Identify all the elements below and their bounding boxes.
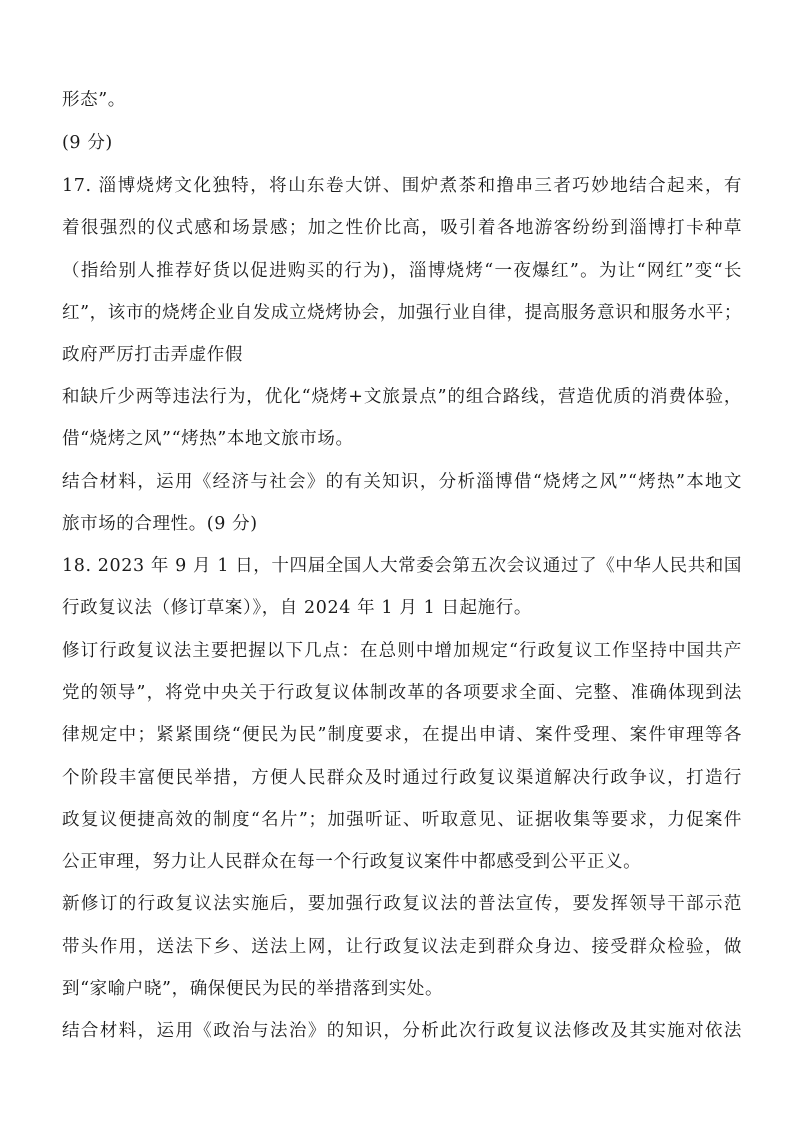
question-18-line-6: 个阶段丰富便民举措，方便人民群众及时通过行政复议渠道解决行政争议，打造行 [62,768,742,788]
question-18-line-2: 行政复议法（修订草案）》，自 2024 年 1 月 1 日起施行。 [62,598,532,618]
question-17-line-6: 和缺斤少两等违法行为，优化“烧烤+文旅景点”的组合路线，营造优质的消费体验， [62,387,742,407]
question-18-line-7: 政复议便捷高效的制度“名片”；加强听证、听取意见、证据收集等要求，力促案件 [62,810,742,830]
question-17-prompt-line-1: 结合材料，运用《经济与社会》的有关知识，分析淄博借“烧烤之风”“烤热”本地文 [62,472,742,492]
question-17-line-4: 红”，该市的烧烤企业自发成立烧烤协会，加强行业自律，提高服务意识和服务水平； [62,303,742,323]
question-18-line-11: 到“家喻户晓”，确保便民为民的举措落到实处。 [62,979,444,999]
question-17-line-5: 政府严厉打击弄虚作假 [62,345,243,365]
question-18-line-3: 修订行政复议法主要把握以下几点：在总则中增加规定“行政复议工作坚持中国共产 [62,641,742,661]
question-18-line-10: 带头作用，送法下乡、送法上网，让行政复议法走到群众身边、接受群众检验，做 [62,937,742,957]
question-18-line-5: 律规定中；紧紧围绕“便民为民”制度要求，在提出申请、案件受理、案件审理等各 [62,725,742,745]
text-line-2: (9 分) [62,133,113,153]
question-17-line-1: 17. 淄博烧烤文化独特，将山东卷大饼、围炉煮茶和撸串三者巧妙地结合起来，有 [62,176,742,196]
text-line-1: 形态”。 [62,90,126,110]
question-18-line-9: 新修订的行政复议法实施后，要加强行政复议法的普法宣传，要发挥领导干部示范 [62,894,742,914]
question-17-line-7: 借“烧烤之风”“烤热”本地文旅市场。 [62,429,354,449]
question-18-line-1: 18. 2023 年 9 月 1 日，十四届全国人大常委会第五次会议通过了《中华人民共和国 [62,556,742,576]
question-18-line-8: 公正审理，努力让人民群众在每一个行政复议案件中都感受到公平正义。 [62,852,642,872]
question-17-line-2: 着很强烈的仪式感和场景感；加之性价比高，吸引着各地游客纷纷到淄博打卡种草 [62,218,742,238]
question-18-prompt-line-1: 结合材料，运用《政治与法治》的知识，分析此次行政复议法修改及其实施对依法 [62,1021,742,1041]
question-17-line-3: （指给别人推荐好货以促进购买的行为)，淄博烧烤“一夜爆红”。为让“网红”变“长 [62,261,742,281]
question-17-prompt-line-2: 旅市场的合理性。(9 分) [62,514,258,534]
question-18-line-4: 党的领导”，将党中央关于行政复议体制改革的各项要求全面、完整、准确体现到法 [62,683,742,703]
